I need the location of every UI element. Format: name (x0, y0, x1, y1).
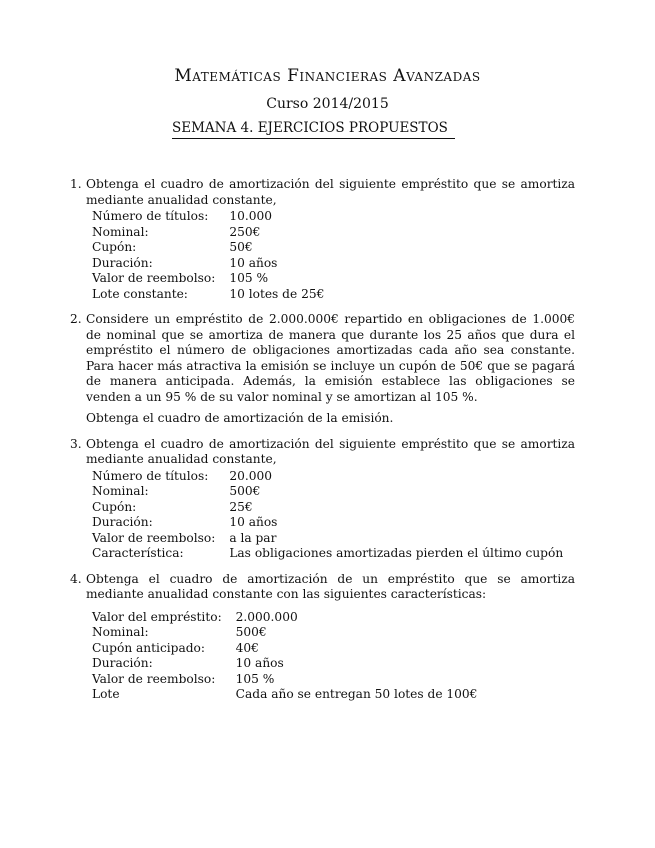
spec-label: Valor del empréstito: (92, 609, 222, 624)
exercise-4 (70, 572, 575, 703)
spec-label: Duración: (92, 515, 153, 529)
exercise-1 (70, 177, 575, 302)
spec-label: Lote (92, 687, 120, 701)
spec-row (92, 687, 477, 703)
spec-label: Duración: (92, 656, 153, 670)
exercise-statement: Considere un empréstito de 2.000.000€ repartido en obligaciones de 1.000€ de nominal que se amortiza de manera que durante los 25 años que dura el empréstito el número de obligaciones amortizadas cada año sea constante. Para hacer más atractiva la emisión se incluye un cupón de 50€ que se pagará de manera anticipada. Además, la emisión establece las obligaciones se venden a un 95 % de su valor nominal y se amortizan al 105 %. (86, 312, 575, 404)
exercise-number: 3. (70, 436, 82, 451)
spec-label: Valor de reembolso: (92, 530, 216, 545)
week-heading: SEMANA 4. EJERCICIOS PROPUESTOS (172, 120, 448, 136)
spec-row (92, 484, 563, 500)
exercise-list (70, 177, 575, 713)
spec-row (92, 610, 477, 626)
exercise-number: 2. (70, 312, 82, 326)
spec-row (92, 225, 324, 241)
spec-label: Cupón: (92, 240, 137, 254)
spec-label: Lote constante: (92, 286, 188, 301)
spec-label: Característica: (92, 546, 184, 560)
spec-value: 10 lotes de 25€ (229, 286, 325, 301)
spec-value: 500€ (235, 625, 267, 639)
spec-value: 250€ (229, 224, 261, 239)
exercise-number: 1. (70, 177, 82, 191)
exercise-number: 4. (70, 571, 82, 586)
spec-label: Cupón anticipado: (92, 640, 205, 655)
spec-row (92, 656, 477, 672)
exercise-instruction: Obtenga el cuadro de amortización de la emisión. (86, 411, 394, 425)
spec-row (92, 500, 563, 516)
spec-row (92, 469, 563, 485)
spec-value: 10 años (235, 656, 284, 670)
spec-value: a la par (229, 530, 277, 545)
spec-row (92, 256, 324, 272)
spec-value: 10 años (229, 255, 278, 270)
exercise-statement: Obtenga el cuadro de amortización de un empréstito que se amortiza mediante anualidad constante con las siguientes características: (86, 571, 575, 601)
spec-label: Nominal: (92, 224, 149, 239)
spec-row (92, 531, 563, 547)
spec-row (92, 625, 477, 641)
spec-value: 2.000.000 (235, 609, 298, 624)
spec-table (92, 469, 563, 562)
spec-value: 105 % (229, 271, 269, 285)
spec-label: Nominal: (92, 625, 149, 639)
spec-value: 500€ (229, 484, 261, 498)
spec-value: 25€ (229, 499, 253, 514)
spec-row (92, 546, 563, 562)
spec-value: 105 % (235, 671, 275, 686)
exercise-statement: Obtenga el cuadro de amortización del siguiente empréstito que se amortiza mediante anualidad constante, (86, 177, 575, 207)
spec-table (92, 610, 477, 703)
spec-row (92, 271, 324, 287)
spec-label: Cupón: (92, 499, 137, 514)
spec-label: Número de títulos: (92, 209, 209, 223)
exercise-3 (70, 437, 575, 562)
spec-value: 50€ (229, 240, 253, 254)
spec-value: Las obligaciones amortizadas pierden el último cupón (229, 546, 564, 560)
spec-table (92, 209, 324, 302)
exercise-statement: Obtenga el cuadro de amortización del siguiente empréstito que se amortiza mediante anualidad constante, (86, 436, 575, 466)
spec-value: Cada año se entregan 50 lotes de 100€ (235, 687, 478, 701)
spec-label: Nominal: (92, 484, 149, 498)
spec-label: Número de títulos: (92, 468, 209, 483)
spec-value: 40€ (235, 640, 259, 655)
week-heading-underline (172, 138, 455, 139)
spec-row (92, 287, 324, 303)
spec-value: 10.000 (229, 209, 272, 223)
exercise-2 (70, 312, 575, 427)
spec-label: Valor de reembolso: (92, 271, 216, 285)
spec-row (92, 641, 477, 657)
document-title: Matemáticas Financieras Avanzadas (174, 66, 481, 86)
spec-row (92, 672, 477, 688)
spec-label: Duración: (92, 255, 153, 270)
spec-label: Valor de reembolso: (92, 671, 216, 686)
spec-value: 20.000 (229, 468, 272, 483)
spec-row (92, 515, 563, 531)
spec-value: 10 años (229, 515, 278, 529)
spec-row (92, 240, 324, 256)
course-year: Curso 2014/2015 (266, 96, 389, 112)
spec-row (92, 209, 324, 225)
